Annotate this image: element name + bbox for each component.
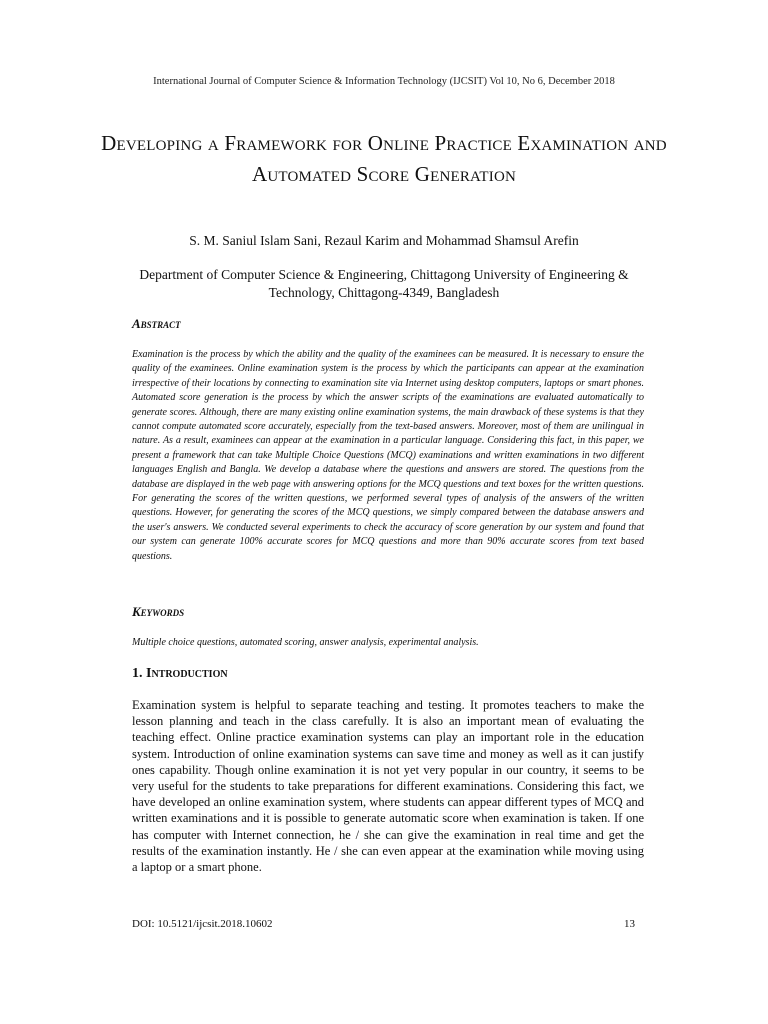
keywords-heading: Keywords: [132, 604, 185, 619]
affiliation: Department of Computer Science & Engineering, Chittagong University of Engineering & Technology, Chittagong-4349, Bangladesh: [139, 267, 629, 300]
abstract-text: Examination is the process by which the ability and the quality of the examinees can be measured. It is necessary to ensure the quality of the examinees. Online examination system is the process by which the participants can appear at the examination irrespective of their locations by connecting to examination site via Internet using desktop computers, laptops or smart phones. Automated score generation is the process by which the answer scripts of the examinations are evaluated automatically to generate scores. Although, there are many existing online examination systems, the main drawback of these systems is that they cannot compute automated score accurately, especially from the text-based answers. Moreover, most of them are unilingual in nature. As a result, examinees can appear at the examination in a particular language. Considering this fact, in this paper, we present a framework that can take Multiple Choice Questions (MCQ) examinations and written examinations in two different languages English and Bangla. We develop a database where the questions and answers are stored. The questions from the database are displayed in the web page with answering options for the MCQ questions and text boxes for the written questions. For generating the scores of the written questions, we performed several types of analysis of the answers of the written questions. However, for generating the scores of the MCQ questions, we simply compared between the database answers and the user's answers. We conducted several experiments to check the accuracy of score generation by our system and found that our system can generate 100% accurate scores for MCQ questions and more than 90% accurate scores from text based questions.: [132, 349, 644, 562]
introduction-text: Examination system is helpful to separate teaching and testing. It promotes teachers to make the lesson planning and teach in the class carefully. It is also an important mean of evaluating the teaching effect. Online practice examination systems can play an important role in the education system. Introduction of online examination systems can save time and money as well as it can justify ones capability. Though online examination it is not yet very popular in our country, it seems to be very useful for the students to take preparations for different examinations. Considering this fact, we have developed an online examination system, where students can appear different types of MCQ and written examinations and it is possible to generate automatic score when examination is taken. If one has computer with Internet connection, he / she can give the examination in real time and get the results of the examination instantly. He / she can even appear at the examination while moving using a laptop or a smart phone.: [132, 698, 644, 875]
keywords-text: Multiple choice questions, automated scoring, answer analysis, experimental analysis.: [132, 637, 479, 648]
author-list: S. M. Saniul Islam Sani, Rezaul Karim and Mohammad Shamsul Arefin: [189, 233, 579, 248]
abstract-heading: Abstract: [132, 316, 181, 331]
journal-header: International Journal of Computer Science & Information Technology (IJCSIT) Vol 10, No 6, December 2018: [153, 76, 615, 87]
paper-title: Developing a Framework for Online Practice Examination and Automated Score Generation: [101, 131, 667, 186]
page-number: 13: [624, 918, 635, 930]
introduction-heading: 1. Introduction: [132, 666, 228, 681]
doi: DOI: 10.5121/ijcsit.2018.10602: [132, 918, 273, 930]
